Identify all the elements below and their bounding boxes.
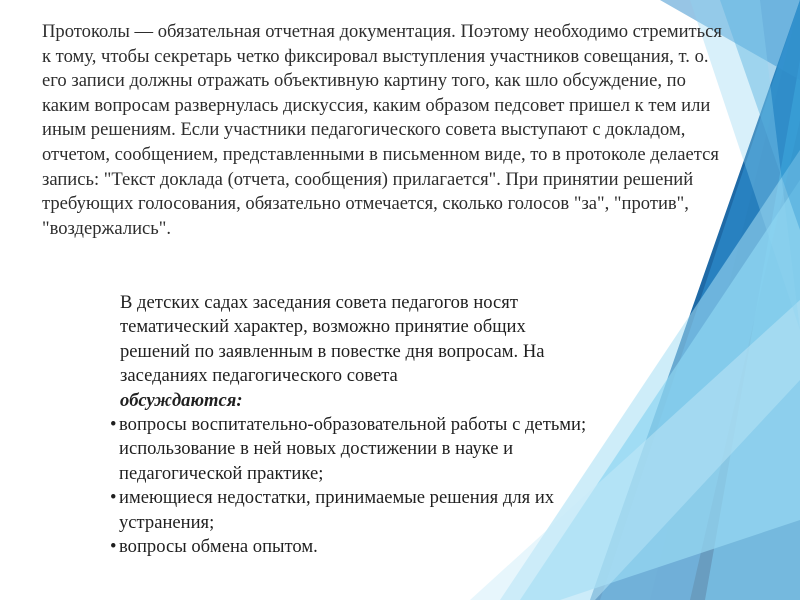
- discussed-list: [112, 413, 592, 559]
- protocol-paragraph: Протоколы — обязательная отчетная документация. Поэтому необходимо стремиться к тому, чтобы секретарь четко фиксировал выступления участников совещания, т. о. его записи должны отражать объективную картину того, как шло обсуждение, по каким вопросам развернулась дискуссия, каким образом педсовет пришел к тем или иным решениям. Если участники педагогического совета выступают с докладом, отчетом, сообщением, представленными в письменном виде, то в протоколе делается запись: "Текст доклада (отчета, сообщения) прилагается". При принятии решений требующих голосования, обязательно отмечается, сколько голосов "за", "против", "воздержались".: [42, 21, 722, 239]
- bullet-icon: •: [110, 536, 117, 558]
- list-item: [112, 535, 592, 559]
- list-item-text: вопросы воспитательно-образовательной работы с детьми; использование в ней новых достижении в науке и педагогической практике;: [119, 414, 587, 484]
- list-item: [112, 486, 592, 535]
- discussed-heading: обсуждаются:: [120, 389, 243, 411]
- bullet-icon: •: [110, 414, 117, 436]
- intro-text: [120, 291, 592, 413]
- intro-sentence: В детских садах заседания совета педагогов носят тематический характер, возможно принятие общих решений по заявленным в повестке дня вопросам. На заседаниях педагогического совета: [120, 292, 545, 387]
- list-item: [112, 413, 592, 486]
- bullet-icon: •: [110, 487, 117, 509]
- meetings-block: [112, 291, 592, 559]
- list-item-text: вопросы обмена опытом.: [119, 536, 318, 558]
- list-item-text: имеющиеся недостатки, принимаемые решения для их устранения;: [119, 487, 555, 533]
